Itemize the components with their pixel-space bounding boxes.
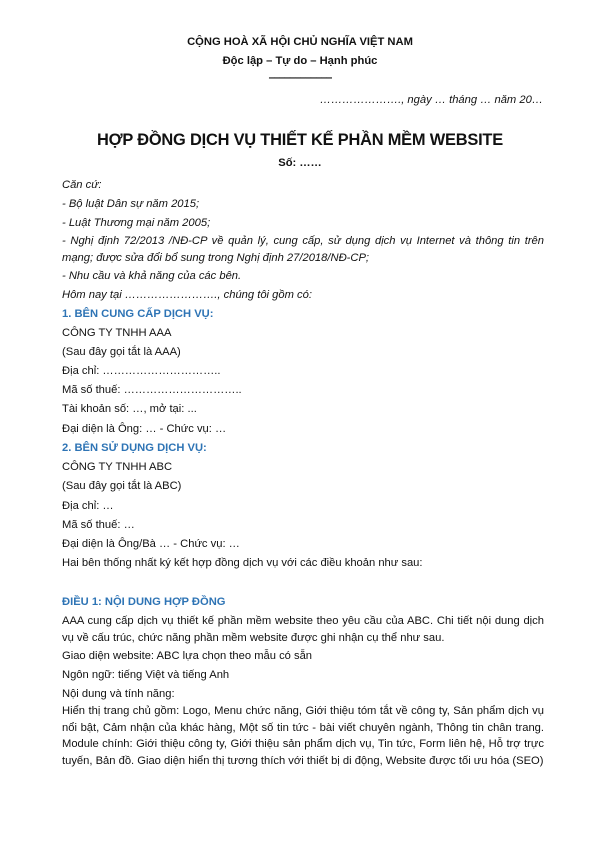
basis-item: - Nhu cầu và khả năng của các bên. — [62, 270, 242, 282]
party-b-line: Mã số thuế: … — [62, 519, 135, 531]
article-1-intro: AAA cung cấp dịch vụ thiết kế phần mềm website theo yêu cầu của ABC. Chi tiết nội dung dịch vụ về cấu trúc, chức năng phần mềm website được ghi nhận cụ thể như sau. — [62, 615, 544, 644]
party-a-heading: 1. BÊN CUNG CẤP DỊCH VỤ: — [62, 308, 214, 320]
basis-item: - Nghị định 72/2013 /NĐ-CP về quản lý, cung cấp, sử dụng dịch vụ Internet và thông tin trên mạng; được sửa đổi bổ sung trong Nghị định 27/2018/NĐ-CP; — [62, 235, 544, 264]
party-a-line: (Sau đây gọi tắt là AAA) — [62, 346, 181, 358]
basis-item: - Luật Thương mại năm 2005; — [62, 217, 211, 229]
country-heading: CỘNG HOÀ XÃ HỘI CHỦ NGHĨA VIỆT NAM — [187, 36, 413, 48]
contract-number: Số: …… — [278, 157, 322, 169]
article-1-homepage: Hiển thị trang chủ gồm: Logo, Menu chức năng, Giới thiệu tóm tắt về công ty, Sản phẩm dịch vụ nổi bật, Cảm nhận của khác hàng, Một số tin tức - bài viết chuyên ngành, Thông tin chân trang. Module chính: Giới thiệu công ty, Giới thiệu sản phẩm dịch vụ, Tin tức, Form liên hệ, Hỗ trợ trực tuyến, Bản đồ. Giao diện hiển thị tương thích với thiết bị di động, Website được tối ưu hóa (SEO) — [62, 705, 544, 767]
party-b-line: (Sau đây gọi tắt là ABC) — [62, 480, 182, 492]
party-a-line: Đại diện là Ông: … - Chức vụ: … — [62, 423, 227, 435]
article-1-language: Ngôn ngữ: tiếng Việt và tiếng Anh — [62, 669, 230, 681]
party-b-heading: 2. BÊN SỬ DỤNG DỊCH VỤ: — [62, 442, 207, 454]
motto: Độc lập – Tự do – Hạnh phúc — [222, 55, 378, 67]
date-line: …………………., ngày … tháng … năm 20… — [319, 94, 543, 106]
party-a-line: Mã số thuế: ………………………….. — [62, 384, 242, 396]
agreement-line: Hai bên thống nhất ký kết hợp đồng dịch vụ với các điều khoản như sau: — [62, 557, 423, 569]
article-1-interface: Giao diện website: ABC lựa chọn theo mẫu có sẵn — [62, 650, 313, 662]
basis-heading: Căn cứ: — [62, 179, 102, 191]
party-a-line: Địa chỉ: ………………………….. — [62, 365, 221, 377]
party-b-line: Địa chỉ: … — [62, 500, 114, 512]
party-a-line: Tài khoản số: …, mở tại: ... — [62, 403, 197, 415]
party-b-line: CÔNG TY TNHH ABC — [62, 461, 173, 473]
article-1-heading: ĐIỀU 1: NỘI DUNG HỢP ĐỒNG — [62, 596, 226, 608]
basis-item: - Bộ luật Dân sự năm 2015; — [62, 198, 200, 210]
article-1-content: Nội dung và tính năng: — [62, 688, 175, 700]
party-b-line: Đại diện là Ông/Bà … - Chức vụ: … — [62, 538, 240, 550]
meeting-line: Hôm nay tại ……………………., chúng tôi gồm có: — [62, 289, 312, 301]
contract-title: HỢP ĐỒNG DỊCH VỤ THIẾT KẾ PHẦN MỀM WEBSITE — [97, 131, 503, 149]
motto-rule: –––––––––––– — [268, 72, 332, 84]
party-a-line: CÔNG TY TNHH AAA — [62, 327, 172, 339]
